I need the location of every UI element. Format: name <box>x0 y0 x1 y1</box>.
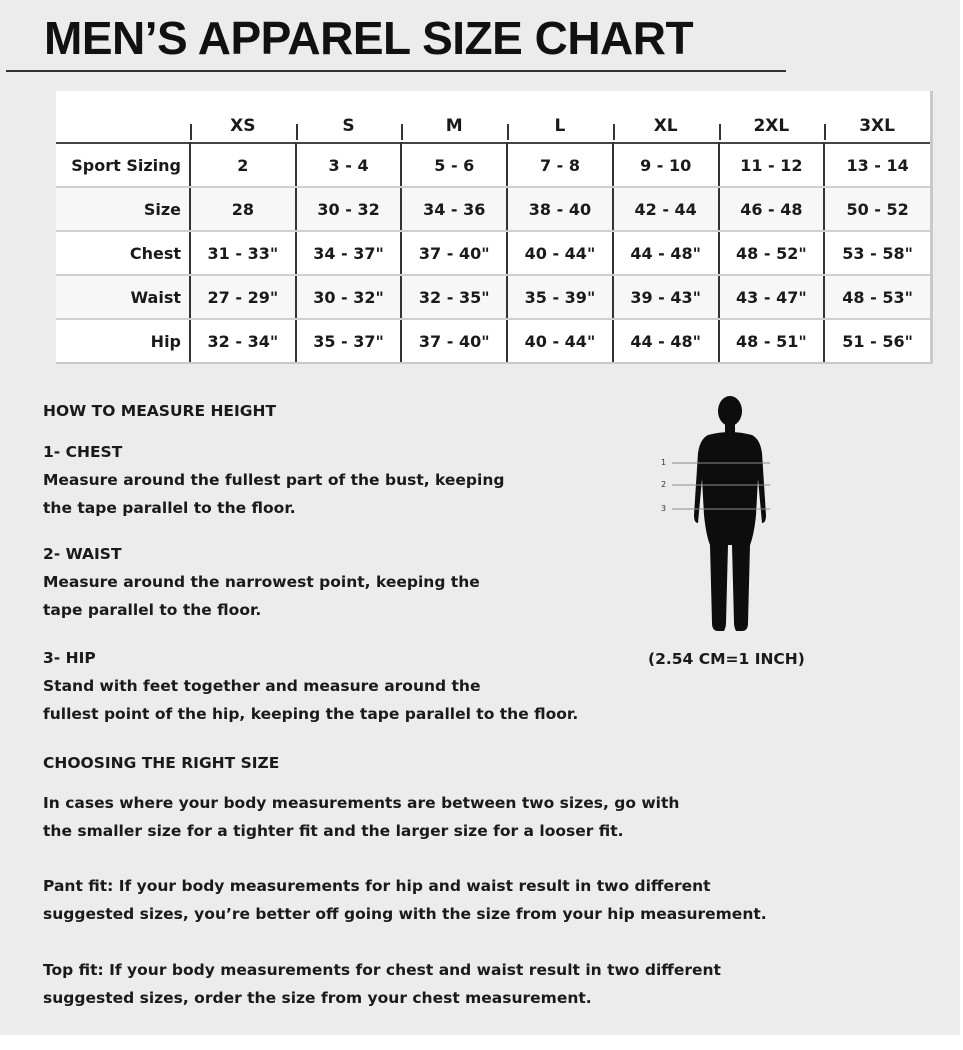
choosing-general-line: the smaller size for a tighter fit and the larger size for a looser fit. <box>43 822 624 840</box>
unit-conversion-note: (2.54 CM=1 INCH) <box>648 650 805 668</box>
table-cell: 43 - 47" <box>719 275 825 319</box>
measure-marker-chest: 1 <box>661 458 667 467</box>
header-divider <box>507 124 509 140</box>
table-cell: 28 <box>190 187 296 231</box>
table-cell: 30 - 32 <box>296 187 402 231</box>
size-header <box>613 91 719 143</box>
table-cell: 27 - 29" <box>190 275 296 319</box>
measure-marker-hip: 3 <box>661 504 667 513</box>
header-divider <box>824 124 826 140</box>
top-fit-line: suggested sizes, order the size from your chest measurement. <box>43 989 592 1007</box>
header-divider <box>719 124 721 140</box>
table-cell: 53 - 58" <box>824 231 930 275</box>
table-cell: 13 - 14 <box>824 143 930 187</box>
size-header <box>296 91 402 143</box>
table-cell: 2 <box>190 143 296 187</box>
size-header-label: L <box>554 116 566 136</box>
table-cell: 42 - 44 <box>613 187 719 231</box>
table-cell: 32 - 34" <box>190 319 296 362</box>
measure-marker-waist: 2 <box>661 480 667 489</box>
row-label: Chest <box>56 231 190 275</box>
row-label: Waist <box>56 275 190 319</box>
table-cell: 48 - 51" <box>719 319 825 362</box>
waist-heading: 2- WAIST <box>43 545 122 563</box>
choosing-size-heading: CHOOSING THE RIGHT SIZE <box>43 754 280 772</box>
table-cell: 37 - 40" <box>401 231 507 275</box>
table-cell: 48 - 52" <box>719 231 825 275</box>
body-silhouette-figure <box>658 395 778 635</box>
table-cell: 30 - 32" <box>296 275 402 319</box>
table-cell: 44 - 48" <box>613 231 719 275</box>
hip-instruction-line: Stand with feet together and measure around the <box>43 677 481 695</box>
how-to-measure-heading: HOW TO MEASURE HEIGHT <box>43 402 277 420</box>
table-cell: 48 - 53" <box>824 275 930 319</box>
size-header-label: XS <box>230 116 256 136</box>
size-header-label: XL <box>653 116 678 136</box>
header-divider <box>401 124 403 140</box>
hip-instruction-line: fullest point of the hip, keeping the tape parallel to the floor. <box>43 705 579 723</box>
table-cell: 51 - 56" <box>824 319 930 362</box>
header-divider <box>190 124 192 140</box>
table-cell: 34 - 36 <box>401 187 507 231</box>
table-row <box>56 275 930 319</box>
size-header-label: 3XL <box>859 116 895 136</box>
top-fit-line: Top fit: If your body measurements for chest and waist result in two different <box>43 961 721 979</box>
table-cell: 46 - 48 <box>719 187 825 231</box>
header-divider <box>296 124 298 140</box>
table-cell: 40 - 44" <box>507 231 613 275</box>
table-cell: 31 - 33" <box>190 231 296 275</box>
title-underline <box>6 70 786 72</box>
header-corner <box>56 91 190 143</box>
chest-heading: 1- CHEST <box>43 443 123 461</box>
table-cell: 5 - 6 <box>401 143 507 187</box>
table-row <box>56 231 930 275</box>
size-header <box>719 91 825 143</box>
chest-instruction-line: the tape parallel to the floor. <box>43 499 296 517</box>
waist-instruction-line: Measure around the narrowest point, keeping the <box>43 573 480 591</box>
size-header-label: M <box>445 116 463 136</box>
choosing-general-line: In cases where your body measurements are between two sizes, go with <box>43 794 680 812</box>
table-cell: 40 - 44" <box>507 319 613 362</box>
size-header <box>824 91 930 143</box>
table-row <box>56 319 930 362</box>
header-divider <box>613 124 615 140</box>
table-cell: 44 - 48" <box>613 319 719 362</box>
size-header <box>507 91 613 143</box>
table-cell: 50 - 52 <box>824 187 930 231</box>
table-cell: 7 - 8 <box>507 143 613 187</box>
hip-heading: 3- HIP <box>43 649 96 667</box>
row-label: Sport Sizing <box>56 143 190 187</box>
page-title: MEN’S APPAREL SIZE CHART <box>44 12 694 64</box>
size-table <box>56 91 930 362</box>
table-cell: 32 - 35" <box>401 275 507 319</box>
table-cell: 37 - 40" <box>401 319 507 362</box>
row-label: Hip <box>150 331 181 351</box>
table-cell: 3 - 4 <box>296 143 402 187</box>
table-cell: 38 - 40 <box>507 187 613 231</box>
size-header-label: 2XL <box>753 116 790 136</box>
size-header <box>190 91 296 143</box>
pant-fit-line: Pant fit: If your body measurements for hip and waist result in two different <box>43 877 711 895</box>
row-label: Size <box>56 187 190 231</box>
table-cell: 11 - 12 <box>719 143 825 187</box>
table-cell: 34 - 37" <box>296 231 402 275</box>
size-header <box>401 91 507 143</box>
table-cell: 35 - 39" <box>507 275 613 319</box>
table-cell: 35 - 37" <box>296 319 402 362</box>
size-table-panel <box>56 91 933 364</box>
table-cell: 39 - 43" <box>613 275 719 319</box>
size-header-row <box>56 91 930 143</box>
table-row <box>56 143 930 187</box>
pant-fit-line: suggested sizes, you’re better off going with the size from your hip measurement. <box>43 905 767 923</box>
table-row <box>56 187 930 231</box>
table-cell: 9 - 10 <box>613 143 719 187</box>
waist-instruction-line: tape parallel to the floor. <box>43 601 262 619</box>
size-header-label: S <box>342 116 355 136</box>
chest-instruction-line: Measure around the fullest part of the bust, keeping <box>43 471 505 489</box>
